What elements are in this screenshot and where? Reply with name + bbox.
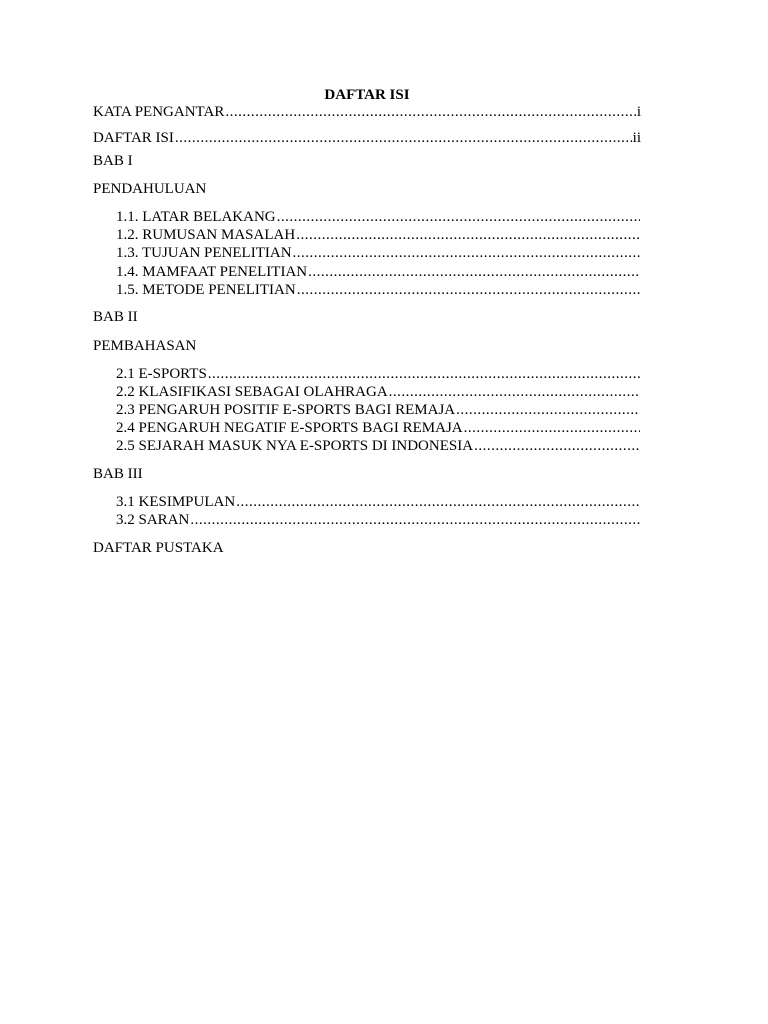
toc-entry-2-3 — [116, 401, 641, 419]
chapter-title-pembahasan: PEMBAHASAN — [93, 338, 197, 354]
toc-entry-label: 1.3. TUJUAN PENELITIAN — [116, 245, 292, 261]
toc-leader-dots — [308, 263, 640, 281]
toc-entry-label: 3.1 KESIMPULAN — [116, 494, 236, 510]
toc-entry-label: 2.3 PENGARUH POSITIF E-SPORTS BAGI REMAJA — [116, 402, 456, 418]
toc-leader-dots — [175, 129, 632, 147]
toc-leader-dots — [208, 365, 640, 383]
toc-entry-label: 1.1. LATAR BELAKANG — [116, 209, 276, 225]
toc-entry-2-1 — [116, 365, 641, 383]
chapter-heading-bab-1: BAB I — [93, 153, 133, 169]
toc-entry-1-2 — [116, 226, 641, 244]
toc-entry-page: i — [636, 104, 641, 120]
toc-entry-2-2 — [116, 383, 641, 401]
toc-entry-label: 3.2 SARAN — [116, 512, 190, 528]
toc-entry-2-5 — [116, 437, 641, 455]
toc-entry-label: KATA PENGANTAR — [93, 104, 225, 120]
toc-entry-1-1 — [116, 208, 641, 226]
toc-entry-label: 1.2. RUMUSAN MASALAH — [116, 227, 296, 243]
toc-leader-dots — [456, 401, 640, 419]
chapter-heading-bab-2: BAB II — [93, 309, 138, 325]
toc-leader-dots — [293, 244, 640, 262]
page-title: DAFTAR ISI — [324, 87, 410, 103]
toc-leader-dots — [464, 419, 640, 437]
chapter-title-pendahuluan: PENDAHULUAN — [93, 181, 207, 197]
toc-entry-page: ii — [632, 130, 641, 146]
toc-entry-label: 2.1 E-SPORTS — [116, 366, 207, 382]
toc-leader-dots — [296, 226, 640, 244]
chapter-heading-bab-3: BAB III — [93, 466, 143, 482]
toc-entry-3-1 — [116, 493, 641, 511]
toc-entry-label: 2.2 KLASIFIKASI SEBAGAI OLAHRAGA — [116, 384, 388, 400]
toc-leader-dots — [236, 493, 640, 511]
toc-entry-1-3 — [116, 244, 641, 262]
toc-entry-daftar-isi — [93, 129, 641, 147]
toc-entry-3-2 — [116, 511, 641, 529]
toc-entry-2-4 — [116, 419, 641, 437]
toc-leader-dots — [474, 437, 640, 455]
toc-entry-label: 2.5 SEJARAH MASUK NYA E-SPORTS DI INDONESIA — [116, 438, 474, 454]
toc-entry-label: 1.4. MAMFAAT PENELITIAN — [116, 264, 308, 280]
toc-entry-1-4 — [116, 263, 641, 281]
toc-leader-dots — [297, 281, 640, 299]
toc-entry-label: DAFTAR ISI — [93, 130, 174, 146]
toc-entry-label: 2.4 PENGARUH NEGATIF E-SPORTS BAGI REMAJA — [116, 420, 463, 436]
toc-entry-1-5 — [116, 281, 641, 299]
toc-leader-dots — [389, 383, 640, 401]
toc-leader-dots — [225, 103, 635, 121]
toc-leader-dots — [277, 208, 640, 226]
toc-entry-label: 1.5. METODE PENELITIAN — [116, 282, 296, 298]
toc-entry-daftar-pustaka: DAFTAR PUSTAKA — [93, 540, 224, 556]
toc-entry-kata-pengantar — [93, 103, 641, 121]
toc-leader-dots — [190, 511, 640, 529]
